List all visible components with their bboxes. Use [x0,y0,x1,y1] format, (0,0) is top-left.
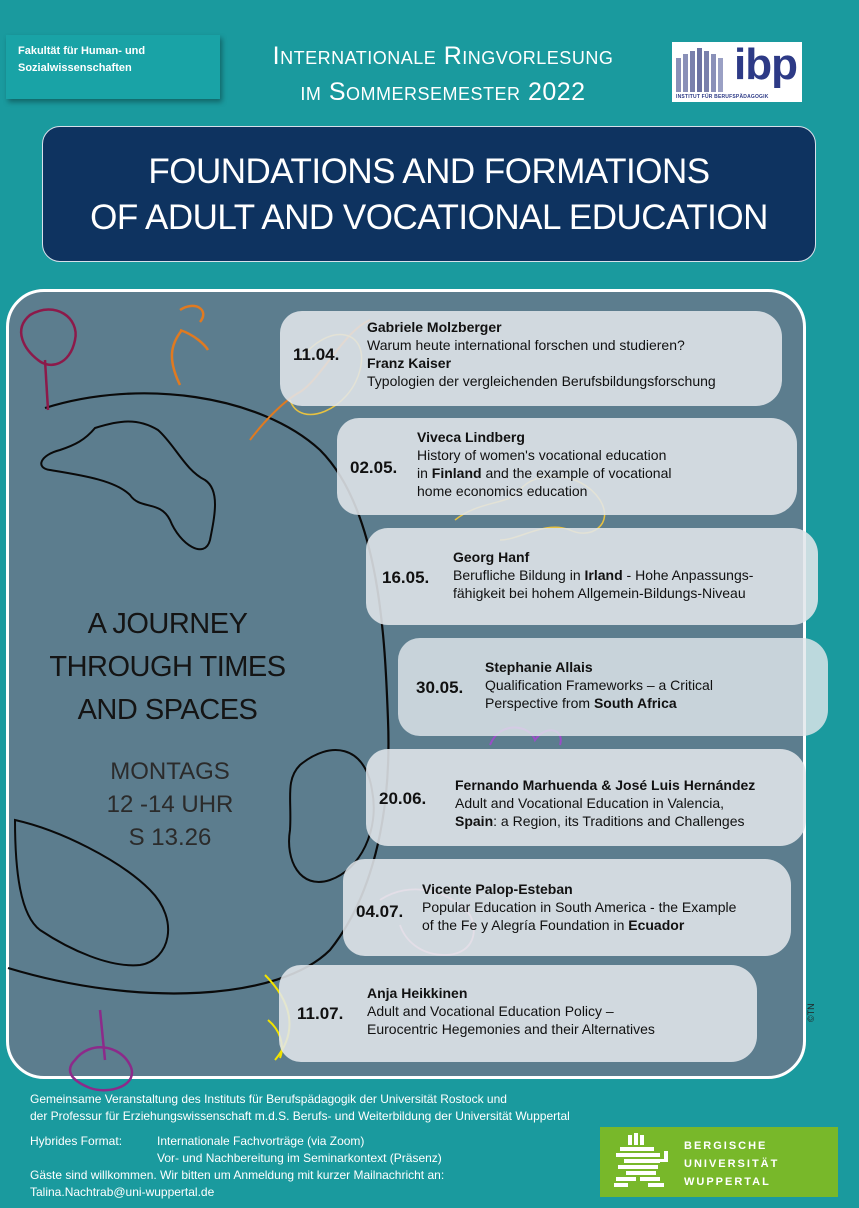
lecture-date: 30.05. [416,678,464,697]
lecture-card [366,528,818,625]
ibp-bars-icon [676,48,731,92]
series-title [228,38,658,110]
buw-logo [600,1127,838,1197]
lecture-card [280,311,782,406]
lecture-title: Eurocentric Hegemonies and their Alternatives [367,1021,655,1037]
lecture-title: Qualification Frameworks – a Critical [485,677,713,693]
lecture-speaker: Stephanie Allais [485,659,593,675]
lecture-card [366,749,806,846]
lecture-title: - Hohe Anpassungs- [622,567,754,583]
schedule-room: S 13.26 [128,824,212,851]
ibp-logo-name: ibp [734,40,797,89]
copyright-credit: ©TN [806,1003,816,1022]
lecture-title: History of women's vocational education [417,447,667,463]
schedule-info [70,755,270,854]
lecture-title: Warum heute international forschen und studieren? [367,337,685,353]
lecture-date: 11.07. [297,1004,344,1023]
lecture-country: Irland [584,567,623,583]
faculty-label [6,35,220,99]
faculty-line-1: Fakultät für Human- und [18,45,146,57]
footer-format-line-2: Vor- und Nachbereitung im Seminarkontext (Präsenz) [157,1151,442,1165]
lecture-card [398,638,828,736]
journey-slogan [30,603,305,732]
main-title [42,126,816,262]
buw-logo-line-2: UNIVERSITÄT [684,1158,780,1170]
ibp-logo [672,42,802,102]
lecture-title: home economics education [417,483,588,499]
footer-guests: Gäste sind willkommen. Wir bitten um Anmeldung mit kurzer Mailnachricht an: [30,1168,445,1182]
lecture-country: Finland [431,465,482,481]
lecture-country: Ecuador [628,917,685,933]
main-title-line-2: OF ADULT AND VOCATIONAL EDUCATION [90,198,768,237]
lecture-date: 16.05. [382,568,430,587]
lecture-title: : a Region, its Traditions and Challenges [493,813,745,829]
schedule-time: 12 -14 UHR [106,791,234,818]
schedule-day: MONTAGS [110,758,230,785]
lecture-country: South Africa [593,695,677,711]
journey-line-2: THROUGH TIMES [49,651,286,683]
lecture-title: Adult and Vocational Education Policy – [367,1003,614,1019]
lecture-speaker: Vicente Palop-Esteban [422,881,573,897]
lecture-card [279,965,757,1062]
lecture-date: 20.06. [379,789,427,808]
footer-joint-line-1: Gemeinsame Veranstaltung des Instituts für Berufspädagogik der Universität Rostock und [30,1092,507,1106]
footer-email-link[interactable]: Talina.Nachtrab@uni-wuppertal.de [30,1185,215,1199]
footer-info [30,1091,570,1201]
lecture-card [337,418,797,515]
ibp-logo-subtitle: INSTITUT FÜR BERUFSPÄDAGOGIK [676,94,769,100]
series-line-2: im Sommersemester 2022 [300,78,586,106]
lecture-country: Spain [455,813,494,829]
lecture-title: of the Fe y Alegría Foundation in [422,917,629,933]
lecture-title: and the example of vocational [481,465,672,481]
lecture-title: Adult and Vocational Education in Valencia, [455,795,725,811]
footer-joint-line-2: der Professur für Erziehungswissenschaft m.d.S. Berufs- und Weiterbildung der Universität Wuppertal [30,1109,570,1123]
lecture-title: Berufliche Bildung in [453,567,585,583]
lecture-speaker: Anja Heikkinen [367,985,468,1001]
lecture-speaker: Georg Hanf [453,549,530,565]
lecture-title: in [417,465,432,481]
footer-format-label: Hybrides Format: [30,1134,123,1148]
lecture-title: fähigkeit bei hohem Allgemein-Bildungs-Niveau [453,585,746,601]
lecture-title: Typologien der vergleichenden Berufsbildungsforschung [367,373,716,389]
journey-line-1: A JOURNEY [87,608,248,640]
lecture-card [343,859,791,956]
buw-logo-line-3: WUPPERTAL [684,1176,771,1188]
lecture-speaker: Fernando Marhuenda & José Luis Hernández [455,777,756,793]
lecture-title: Perspective from [485,695,594,711]
footer-format-line-1: Internationale Fachvorträge (via Zoom) [157,1134,365,1148]
main-title-line-1: FOUNDATIONS AND FORMATIONS [148,152,710,191]
buw-lion-icon [610,1133,674,1191]
series-line-1: Internationale Ringvorlesung [272,42,614,70]
faculty-line-2: Sozialwissenschaften [18,62,132,74]
journey-line-3: AND SPACES [77,694,258,726]
lecture-title: Popular Education in South America - the Example [422,899,737,915]
lecture-date: 04.07. [356,902,404,921]
lecture-date: 11.04. [293,345,340,364]
lecture-speaker: Viveca Lindberg [417,429,525,445]
buw-logo-line-1: BERGISCHE [684,1140,768,1152]
lecture-speaker: Franz Kaiser [367,355,452,371]
lecture-date: 02.05. [350,458,398,477]
lecture-speaker: Gabriele Molzberger [367,319,502,335]
